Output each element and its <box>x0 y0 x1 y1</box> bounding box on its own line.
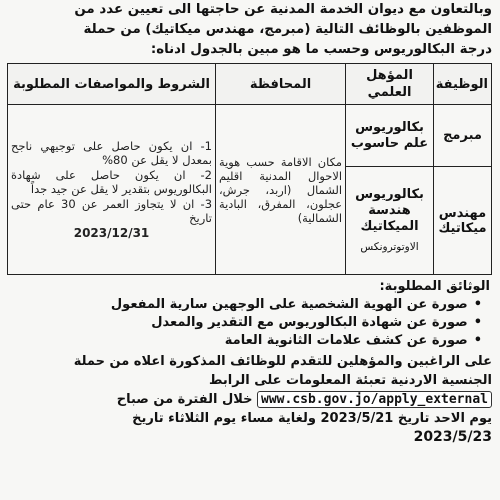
header-job: الوظيفة <box>434 64 492 105</box>
closing-date: 2023/5/23 <box>413 429 492 445</box>
intro-paragraph <box>8 0 492 60</box>
condition-item: 1- ان يكون حاصل على توجيهي ناجح بمعدل لا يقل عن 80% <box>11 139 212 167</box>
documents-list <box>8 296 492 350</box>
table-row <box>8 105 492 167</box>
governorate-cell: مكان الاقامة حسب هوية الاحوال المدنية اقليم الشمال (اربد، جرش، عجلون، المفرق، البادية الشمالية) <box>216 105 346 275</box>
condition-item: 2- ان يكون حاصل على شهادة البكالوريوس بتقدير لا يقل عن جيد جداً <box>11 168 212 196</box>
job-programmer: مبرمج <box>434 105 492 167</box>
condition-item: 3- ان لا يتجاوز العمر عن 30 عام حتى تاريخ <box>11 197 213 225</box>
outro-line: الجنسية الاردنية تعبئة المعلومات على الرابط <box>208 373 492 388</box>
intro-line: درجة البكالوريوس وحسب ما هو مبين بالجدول ادناه: <box>150 42 492 57</box>
outro-line: يوم الاحد تاريخ 2023/5/21 ولغاية مساء يوم الثلاثاء تاريخ <box>132 411 492 426</box>
list-item <box>8 332 482 350</box>
header-conditions: الشروط والمواصفات المطلوبة <box>8 64 216 105</box>
intro-line: الموظفين بالوظائف التالية (مبرمج، مهندس ميكاتيك) من حملة <box>83 22 492 37</box>
intro-line: وبالتعاون مع ديوان الخدمة المدنية عن حاجتها الى تعيين عدد من <box>74 2 492 17</box>
conditions-cell <box>8 105 216 275</box>
jobs-table <box>7 63 492 275</box>
header-qualification: المؤهل العلمي <box>346 64 434 105</box>
header-governorate: المحافظة <box>216 64 346 105</box>
qualification-mechatronics <box>346 167 434 275</box>
table-header-row <box>8 64 492 105</box>
qualification-label: بكالوريوس هندسة الميكاتيك <box>355 186 424 234</box>
outro-line: على الراغبين والمؤهلين للتقدم للوظائف المذكورة اعلاه من حملة <box>73 354 492 369</box>
condition-date: 2023/12/31 <box>73 226 150 240</box>
document-text: صورة عن الهوية الشخصية على الوجهين سارية المفعول <box>110 297 468 312</box>
document-text: صورة عن شهادة البكالوريوس مع التقدير والمعدل <box>151 315 468 330</box>
list-item <box>8 314 482 332</box>
list-item <box>8 296 482 314</box>
qualification-programmer: بكالوريوس علم حاسوب <box>346 105 434 167</box>
documents-title: الوثائق المطلوبة: <box>379 279 490 294</box>
application-paragraph <box>8 352 492 428</box>
qualification-note: الاوتوترونكس <box>360 240 419 253</box>
bullet-icon: • <box>473 333 482 348</box>
apply-link[interactable]: www.csb.gov.jo/apply_external <box>257 391 492 408</box>
outro-line <box>8 390 492 409</box>
bullet-icon: • <box>473 315 482 330</box>
bullet-icon: • <box>473 297 482 312</box>
document-text: صورة عن كشف علامات الثانوية العامة <box>224 333 468 348</box>
outro-text: خلال الفترة من صباح <box>116 392 253 407</box>
job-mechatronics: مهندس ميكاتيك <box>434 167 492 275</box>
